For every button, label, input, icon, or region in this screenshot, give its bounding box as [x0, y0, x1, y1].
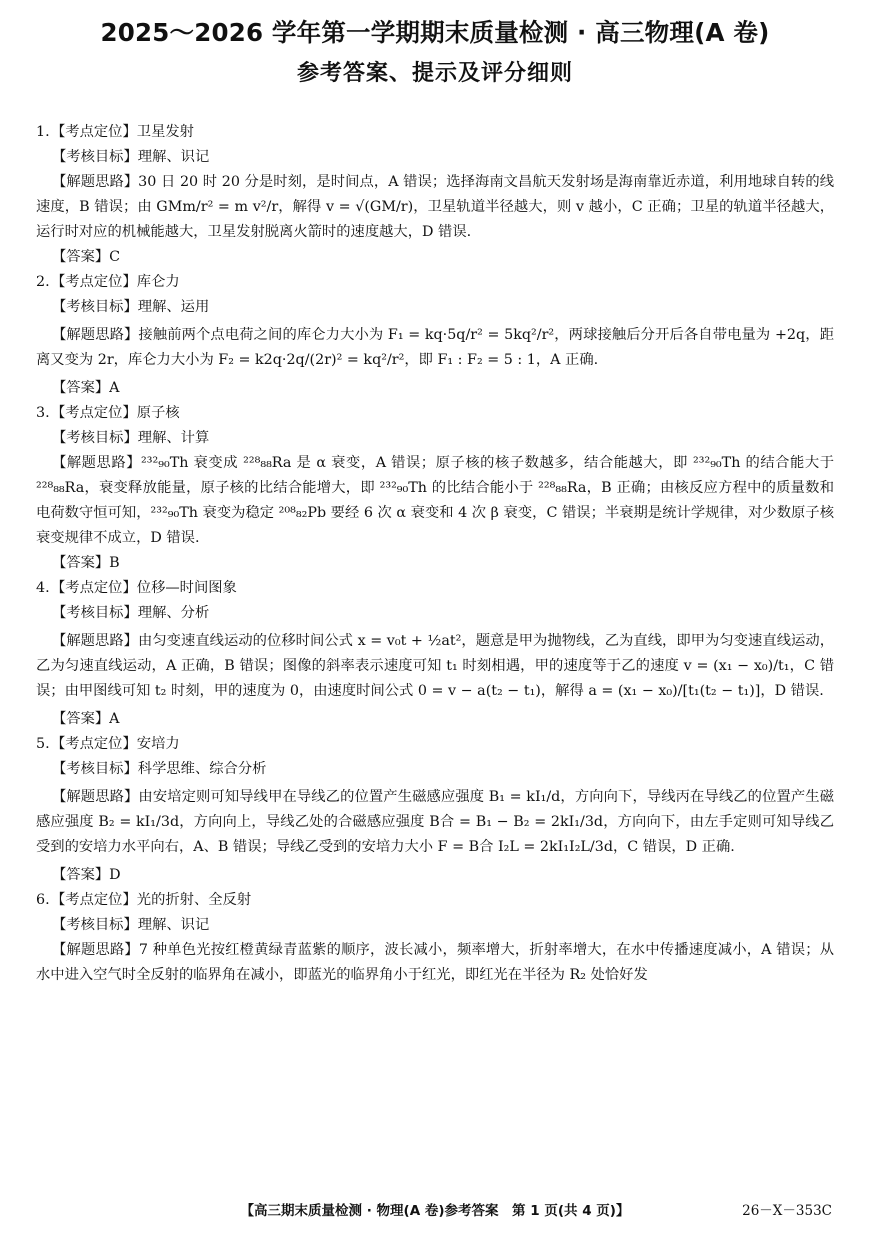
answer: 【答案】A [52, 711, 120, 727]
assessment-goal: 【考核目标】理解、运用 [52, 299, 210, 315]
knowledge-point: 【考点定位】卫星发射 [51, 124, 194, 140]
assessment-goal: 【考核目标】理解、分析 [52, 605, 210, 621]
solution-analysis: 【解题思路】由匀变速直线运动的位移时间公式 x = v₀t + ½at²，题意是甲为抛物线，乙为直线，即甲为匀变速直线运动，乙为匀速直线运动，A 正确，B 错误；图像的斜率表示速度可知 t₁ 时刻相遇，甲的速度等于乙的速度 v = (x₁ − x₀)/t₁，C 错误；由甲图线可知 t₂ 时刻，甲的速度为 0，由速度时间公式 0 = v − a(t₂ − t₁)，解得 a = (x₁ − x₀)/[t₁(t₂ − t₁)]，D 错误. [36, 633, 834, 699]
answer: 【答案】A [52, 380, 120, 396]
question-number: 4. [36, 580, 50, 596]
solution-analysis: 【解题思路】²³²₉₀Th 衰变成 ²²⁸₈₈Ra 是 α 衰变，A 错误；原子核的核子数越多，结合能越大，即 ²³²₉₀Th 的结合能大于 ²²⁸₈₈Ra，衰变释放能量，原子核的比结合能增大，即 ²³²₉₀Th 的比结合能小于 ²²⁸₈₈Ra，B 正确；由核反应方程中的质量数和电荷数守恒可知，²³²₉₀Th 衰变为稳定 ²⁰⁸₈₂Pb 要经 6 次 α 衰变和 4 次 β 衰变，C 错误；半衰期是统计学规律，对少数原子核衰变规律不成立，D 错误. [36, 455, 834, 546]
answer: 【答案】C [52, 249, 121, 265]
question-5 [36, 732, 834, 888]
question-number: 5. [36, 736, 50, 752]
assessment-goal: 【考核目标】理解、计算 [52, 430, 210, 446]
question-2 [36, 270, 834, 401]
footer-code: 26－X－353C [742, 1203, 832, 1219]
question-number: 3. [36, 405, 50, 421]
question-number: 1. [36, 124, 50, 140]
knowledge-point: 【考点定位】光的折射、全反射 [51, 892, 252, 908]
assessment-goal: 【考核目标】理解、识记 [52, 917, 210, 933]
question-number: 6. [36, 892, 50, 908]
assessment-goal: 【考核目标】理解、识记 [52, 149, 210, 165]
knowledge-point: 【考点定位】库仑力 [51, 274, 180, 290]
answer: 【答案】D [52, 867, 121, 883]
page-subtitle: 参考答案、提示及评分细则 [296, 61, 573, 86]
knowledge-point: 【考点定位】安培力 [51, 736, 180, 752]
solution-analysis: 【解题思路】7 种单色光按红橙黄绿青蓝紫的顺序，波长减小，频率增大，折射率增大，在水中传播速度减小，A 错误；从水中进入空气时全反射的临界角在减小，即蓝光的临界角小于红光，即红光在半径为 R₂ 处恰好发 [36, 942, 834, 983]
solution-analysis: 【解题思路】由安培定则可知导线甲在导线乙的位置产生磁感应强度 B₁ = kI₁/d，方向向下，导线丙在导线乙的位置产生磁感应强度 B₂ = kI₁/3d，方向向上，导线乙处的合磁感应强度 B合 = B₁ − B₂ = 2kI₁/3d，方向向下，由左手定则可知导线乙受到的安培力水平向右，A、B 错误；导线乙受到的安培力大小 F = B合 I₂L = 2kI₁I₂L/3d，C 错误，D 正确. [36, 789, 834, 855]
question-1 [36, 120, 834, 270]
assessment-goal: 【考核目标】科学思维、综合分析 [52, 761, 267, 777]
solution-analysis: 【解题思路】30 日 20 时 20 分是时刻，是时间点，A 错误；选择海南文昌航天发射场是海南靠近赤道，利用地球自转的线速度，B 错误；由 GMm/r² = m v²/r，解得 v = √(GM/r)，卫星轨道半径越大，则 v 越小，C 正确；卫星的轨道半径越大，运行时对应的机械能越大，卫星发射脱离火箭时的速度越大，D 错误. [36, 174, 834, 240]
answer: 【答案】B [52, 555, 120, 571]
question-3 [36, 401, 834, 576]
page-title: 2025～2026 学年第一学期期末质量检测 · 高三物理(A 卷) [100, 18, 770, 47]
solution-analysis: 【解题思路】接触前两个点电荷之间的库仑力大小为 F₁ = kq·5q/r² = 5kq²/r²，两球接触后分开后各自带电量为 +2q，距离又变为 2r，库仑力大小为 F₂ = k2q·2q/(2r)² = kq²/r²，即 F₁ : F₂ = 5 : 1，A 正确. [36, 327, 834, 368]
answer-list [36, 120, 834, 988]
question-4 [36, 576, 834, 732]
knowledge-point: 【考点定位】位移—时间图象 [51, 580, 237, 596]
question-number: 2. [36, 274, 50, 290]
knowledge-point: 【考点定位】原子核 [51, 405, 180, 421]
question-6 [36, 888, 834, 988]
footer-label: 【高三期末质量检测 · 物理(A 卷)参考答案 第 1 页(共 4 页)】 [240, 1203, 630, 1219]
